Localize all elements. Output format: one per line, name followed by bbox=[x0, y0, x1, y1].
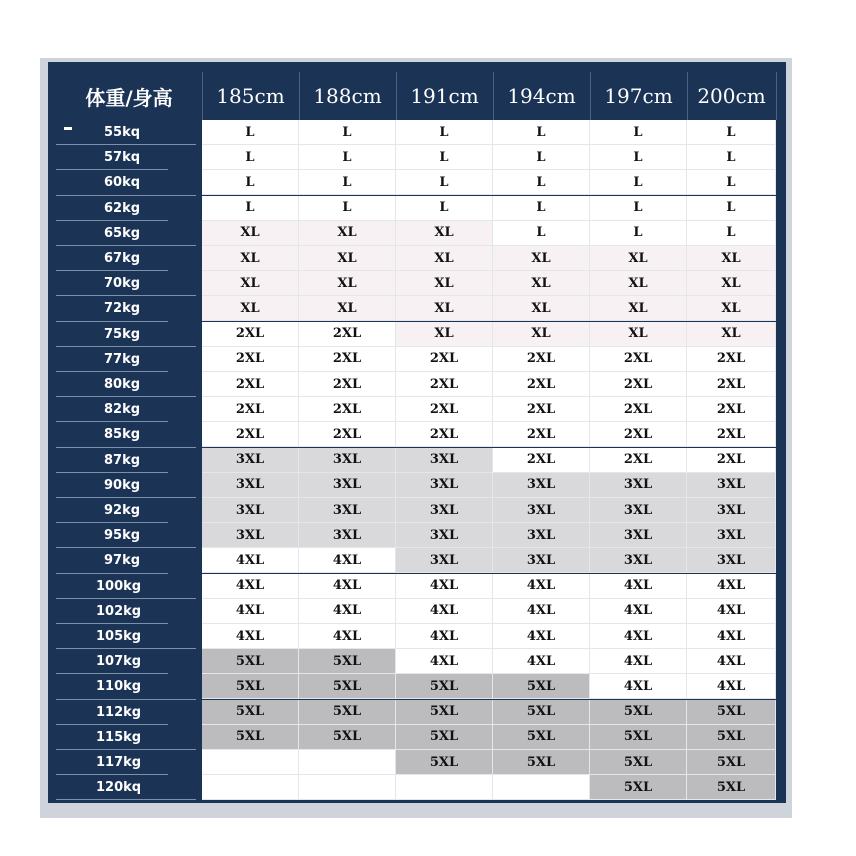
size-cell: 2XL bbox=[590, 397, 687, 422]
size-cell: 2XL bbox=[202, 397, 299, 422]
size-cell: L bbox=[590, 196, 687, 221]
size-cell: 2XL bbox=[590, 372, 687, 397]
row-separator bbox=[56, 799, 196, 800]
weight-label: 95kg bbox=[104, 528, 141, 544]
size-cell: 3XL bbox=[202, 473, 299, 498]
size-cell: L bbox=[493, 196, 590, 221]
weight-label: 85kg bbox=[104, 427, 141, 443]
size-cell: 4XL bbox=[396, 599, 493, 624]
size-cell: 2XL bbox=[396, 422, 493, 447]
size-cell: 4XL bbox=[396, 649, 493, 674]
size-cell: 4XL bbox=[299, 624, 396, 649]
size-cell: L bbox=[202, 170, 299, 195]
size-cell: 4XL bbox=[396, 574, 493, 599]
size-cell bbox=[299, 775, 396, 800]
weight-label: 112kg bbox=[96, 704, 142, 720]
size-cell: 2XL bbox=[299, 397, 396, 422]
weight-label: 97kg bbox=[104, 553, 141, 569]
size-cell: L bbox=[299, 170, 396, 195]
size-cell: 5XL bbox=[299, 725, 396, 750]
size-cell: 2XL bbox=[493, 448, 590, 473]
size-cell: XL bbox=[299, 246, 396, 271]
size-cell: 2XL bbox=[493, 397, 590, 422]
size-cell: 2XL bbox=[687, 372, 776, 397]
size-cell: L bbox=[396, 170, 493, 195]
size-cell: 3XL bbox=[202, 523, 299, 548]
size-cell: L bbox=[299, 196, 396, 221]
size-cell: L bbox=[493, 221, 590, 246]
weight-label: 67kg bbox=[104, 251, 141, 266]
size-cell: 5XL bbox=[590, 700, 687, 725]
size-cell bbox=[396, 775, 493, 800]
size-cell: L bbox=[493, 120, 590, 145]
size-cell: 4XL bbox=[590, 599, 687, 624]
size-cell: L bbox=[590, 221, 687, 246]
size-cell: 4XL bbox=[687, 649, 776, 674]
size-cell: 5XL bbox=[590, 750, 687, 775]
weight-label: 90kg bbox=[104, 477, 141, 493]
weight-label: 117kg bbox=[96, 755, 142, 770]
size-cell: 5XL bbox=[493, 674, 590, 699]
size-cell: XL bbox=[687, 296, 776, 321]
weight-label: 115kg bbox=[96, 729, 142, 745]
size-cell: L bbox=[396, 120, 493, 145]
size-cell: XL bbox=[202, 271, 299, 296]
size-cell: 2XL bbox=[202, 322, 299, 347]
size-cell: 5XL bbox=[299, 674, 396, 699]
size-cell: 2XL bbox=[687, 448, 776, 473]
size-cell bbox=[202, 750, 299, 775]
size-cell: 4XL bbox=[299, 548, 396, 573]
size-cell: 5XL bbox=[202, 700, 299, 725]
size-cell: 3XL bbox=[299, 473, 396, 498]
size-cell: XL bbox=[590, 246, 687, 271]
header-height-200cm: 200cm bbox=[687, 72, 777, 120]
size-cell: XL bbox=[493, 246, 590, 271]
size-cell: XL bbox=[590, 322, 687, 347]
size-cell: 2XL bbox=[687, 422, 776, 447]
size-cell: 5XL bbox=[202, 725, 299, 750]
size-cell: 3XL bbox=[687, 498, 776, 523]
size-cell: 5XL bbox=[687, 700, 776, 725]
size-cell: 5XL bbox=[687, 775, 776, 800]
size-cell: 4XL bbox=[590, 649, 687, 674]
size-cell: L bbox=[590, 145, 687, 170]
size-cell: 2XL bbox=[396, 372, 493, 397]
size-cell: XL bbox=[396, 221, 493, 246]
size-cell: 3XL bbox=[590, 498, 687, 523]
size-cell: XL bbox=[687, 246, 776, 271]
size-cell: 3XL bbox=[299, 523, 396, 548]
size-cell: L bbox=[396, 145, 493, 170]
size-cell: L bbox=[299, 120, 396, 145]
size-cell: XL bbox=[202, 221, 299, 246]
size-cell: 2XL bbox=[590, 422, 687, 447]
size-cell: 2XL bbox=[493, 422, 590, 447]
weight-label: 80kg bbox=[104, 377, 141, 392]
weight-label: 100kg bbox=[96, 578, 142, 594]
size-cell: 5XL bbox=[687, 750, 776, 775]
size-cell: 4XL bbox=[202, 599, 299, 624]
size-cell: 3XL bbox=[687, 548, 776, 573]
size-cell: L bbox=[202, 196, 299, 221]
size-cell: 2XL bbox=[590, 347, 687, 372]
weight-label: 120kq bbox=[96, 780, 142, 796]
size-cell: XL bbox=[687, 322, 776, 347]
size-cell: L bbox=[687, 145, 776, 170]
size-cell: 3XL bbox=[396, 523, 493, 548]
header-height-197cm: 197cm bbox=[590, 72, 688, 120]
size-cell: 3XL bbox=[590, 473, 687, 498]
size-cell: 2XL bbox=[687, 347, 776, 372]
weight-label: 55kq bbox=[104, 125, 141, 140]
size-cell: 5XL bbox=[299, 700, 396, 725]
header-height-185cm: 185cm bbox=[202, 72, 300, 120]
size-cell: 2XL bbox=[202, 372, 299, 397]
header-height-191cm: 191cm bbox=[396, 72, 494, 120]
size-cell: 2XL bbox=[299, 372, 396, 397]
size-cell: L bbox=[687, 170, 776, 195]
size-cell: 2XL bbox=[493, 347, 590, 372]
size-cell: L bbox=[687, 196, 776, 221]
size-cell: 4XL bbox=[202, 624, 299, 649]
size-cell: 2XL bbox=[202, 347, 299, 372]
size-cell: 4XL bbox=[202, 574, 299, 599]
size-cell: 5XL bbox=[396, 700, 493, 725]
weight-label: 75kg bbox=[104, 326, 141, 342]
size-cell: 5XL bbox=[493, 750, 590, 775]
size-cell: 3XL bbox=[396, 548, 493, 573]
size-cell: 4XL bbox=[396, 624, 493, 649]
weight-label: 102kg bbox=[96, 603, 142, 619]
header-height-194cm: 194cm bbox=[493, 72, 591, 120]
size-cell: 5XL bbox=[396, 725, 493, 750]
size-cell: 5XL bbox=[396, 750, 493, 775]
size-cell: XL bbox=[590, 271, 687, 296]
size-cell: 3XL bbox=[590, 523, 687, 548]
weight-label: 92kg bbox=[104, 503, 141, 518]
size-cell: 3XL bbox=[202, 448, 299, 473]
size-cell: XL bbox=[687, 271, 776, 296]
weight-label: 77kg bbox=[104, 351, 141, 367]
size-cell: XL bbox=[202, 246, 299, 271]
size-cell: L bbox=[687, 221, 776, 246]
size-cell: 5XL bbox=[687, 725, 776, 750]
size-cell: 3XL bbox=[493, 548, 590, 573]
size-cell bbox=[202, 775, 299, 800]
size-cell: 3XL bbox=[299, 448, 396, 473]
size-cell: 2XL bbox=[299, 322, 396, 347]
size-cell: 5XL bbox=[202, 649, 299, 674]
size-cell: 2XL bbox=[299, 347, 396, 372]
size-cell: 3XL bbox=[396, 498, 493, 523]
size-cell: 2XL bbox=[493, 372, 590, 397]
size-cell: XL bbox=[396, 296, 493, 321]
size-cell: 4XL bbox=[687, 624, 776, 649]
size-cell: XL bbox=[590, 296, 687, 321]
size-cell: 4XL bbox=[590, 674, 687, 699]
size-cell: 3XL bbox=[687, 473, 776, 498]
size-cell: 3XL bbox=[590, 548, 687, 573]
size-cell: 4XL bbox=[493, 599, 590, 624]
size-cell: XL bbox=[299, 271, 396, 296]
weight-label: 105kg bbox=[96, 629, 142, 644]
size-cell: 4XL bbox=[687, 674, 776, 699]
size-cell: XL bbox=[493, 271, 590, 296]
weight-label: 107kg bbox=[96, 654, 142, 670]
size-cell: 2XL bbox=[687, 397, 776, 422]
header-height-188cm: 188cm bbox=[299, 72, 397, 120]
header-corner-label: 体重/身高 bbox=[56, 72, 203, 120]
size-cell: 5XL bbox=[590, 775, 687, 800]
size-cell: 4XL bbox=[687, 574, 776, 599]
size-cell: 2XL bbox=[396, 397, 493, 422]
size-cell: 5XL bbox=[590, 725, 687, 750]
size-cell: 4XL bbox=[493, 624, 590, 649]
weight-label: 87kg bbox=[104, 452, 141, 468]
size-cell: L bbox=[493, 145, 590, 170]
size-cell: 3XL bbox=[493, 498, 590, 523]
size-cell: 3XL bbox=[493, 473, 590, 498]
size-cell bbox=[299, 750, 396, 775]
size-cell: 3XL bbox=[202, 498, 299, 523]
size-cell: 5XL bbox=[299, 649, 396, 674]
size-cell: 4XL bbox=[590, 624, 687, 649]
size-cell: L bbox=[396, 196, 493, 221]
size-cell: 5XL bbox=[396, 674, 493, 699]
weight-label: 57kq bbox=[104, 150, 141, 166]
size-cell: XL bbox=[299, 296, 396, 321]
size-cell: XL bbox=[493, 322, 590, 347]
size-cell: 5XL bbox=[493, 700, 590, 725]
size-cell: 4XL bbox=[299, 599, 396, 624]
size-cell: 4XL bbox=[590, 574, 687, 599]
size-cell: 4XL bbox=[299, 574, 396, 599]
weight-label: 60kq bbox=[104, 175, 141, 191]
size-cell: L bbox=[202, 120, 299, 145]
size-cell: L bbox=[202, 145, 299, 170]
size-cell: 2XL bbox=[396, 347, 493, 372]
size-cell: XL bbox=[202, 296, 299, 321]
size-cell: 4XL bbox=[493, 649, 590, 674]
size-cell: 2XL bbox=[202, 422, 299, 447]
size-cell: 5XL bbox=[493, 725, 590, 750]
size-cell: 2XL bbox=[590, 448, 687, 473]
size-cell: XL bbox=[493, 296, 590, 321]
size-cell: 4XL bbox=[687, 599, 776, 624]
size-cell: XL bbox=[396, 322, 493, 347]
weight-label: 110kg bbox=[96, 679, 142, 695]
size-cell: XL bbox=[299, 221, 396, 246]
weight-label: 65kg bbox=[104, 225, 141, 241]
size-cell: 3XL bbox=[493, 523, 590, 548]
weight-label: 72kg bbox=[104, 301, 141, 317]
size-cell: L bbox=[590, 170, 687, 195]
dash-marker bbox=[64, 127, 72, 130]
size-cell: L bbox=[299, 145, 396, 170]
weight-label: 62kg bbox=[104, 200, 141, 216]
size-cell: L bbox=[687, 120, 776, 145]
weight-label: 70kg bbox=[104, 276, 141, 292]
size-cell: 3XL bbox=[396, 473, 493, 498]
size-cell bbox=[493, 775, 590, 800]
size-cell: L bbox=[493, 170, 590, 195]
size-cell: 2XL bbox=[299, 422, 396, 447]
size-cell: XL bbox=[396, 246, 493, 271]
size-cell: 4XL bbox=[202, 548, 299, 573]
size-cell: 4XL bbox=[493, 574, 590, 599]
size-cell: L bbox=[590, 120, 687, 145]
size-cell: 3XL bbox=[299, 498, 396, 523]
size-cell: 3XL bbox=[396, 448, 493, 473]
size-cell: 5XL bbox=[202, 674, 299, 699]
size-cell: 3XL bbox=[687, 523, 776, 548]
size-cell: XL bbox=[396, 271, 493, 296]
weight-label: 82kg bbox=[104, 402, 141, 418]
